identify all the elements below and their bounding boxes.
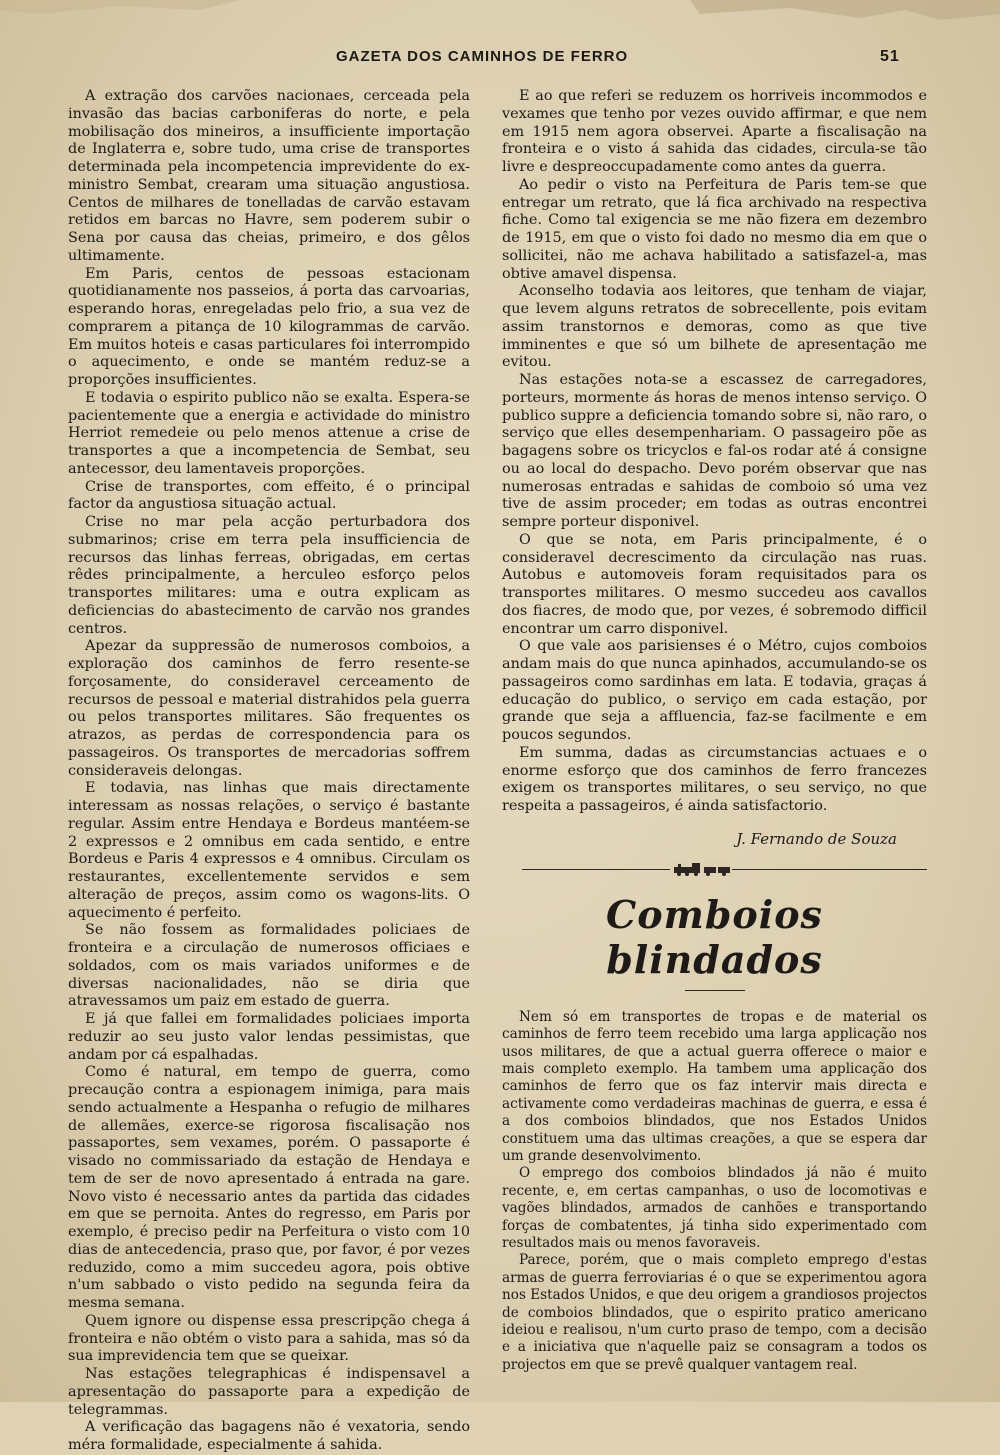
- paragraph: Nas estações telegraphicas é indispensavel a apresentação do passaporte para a expedição de telegrammas.: [68, 1366, 470, 1418]
- article-body: [502, 1009, 927, 1375]
- right-column: [502, 88, 927, 1374]
- publication-title: GAZETA DOS CAMINHOS DE FERRO: [336, 48, 629, 65]
- torn-top-edge: [0, 0, 1000, 40]
- left-column: [68, 88, 470, 1455]
- paragraph: E já que fallei em formalidades policiaes importa reduzir ao seu justo valor lendas pessimistas, que andam por cá espalhadas.: [68, 1011, 470, 1063]
- paragraph: Parece, porém, que o mais completo emprego d'estas armas de guerra ferroviarias é o que se experimentou agora nos Estados Unidos, e que deu origem a grandiosos projectos de comboios blindados, que o espirito pratico americano ideiou e realisou, n'um curto praso de tempo, com a decisão e a iniciativa que n'aquelle paiz se consagram a todos os projectos em que se prevê qualquer vantagem real.: [502, 1252, 928, 1373]
- running-header: [0, 48, 1000, 70]
- article-heading: Comboios blindados: [606, 891, 823, 982]
- paragraph: Crise no mar pela acção perturbadora dos submarinos; crise em terra pela insufficiencia de recursos das linhas ferreas, obrigadas, em certas rêdes principalmente, a herculeo esforço pelos transportes militares: uma e outra explicam as deficiencias do abastecimento de carvão nos grandes centros.: [68, 514, 470, 637]
- paragraph: Aconselho todavia aos leitores, que tenham de viajar, que levem alguns retratos de sobrecellente, pois evitam assim transtornos e demoras, como as que tive imminentes e que só um bilhete de apresentação me evitou.: [502, 283, 927, 371]
- paragraph: E todavia o espirito publico não se exalta. Espera-se pacientemente que a energia e actividade do ministro Herriot remedeie ou pelo menos attenue a crise de transportes a que a incompetencia de Sembat, seu antecessor, deu lamentaveis proporções.: [68, 389, 470, 477]
- paragraph: O que vale aos parisienses é o Métro, cujos comboios andam mais do que nunca apinhados, accumulando-se os passageiros como sardinhas em lata. E todavia, graças á educação do publico, o serviço em cada estação, por grande que seja a affluencia, faz-se facilmente e em poucos segundos.: [502, 638, 927, 743]
- paragraph: Quem ignore ou dispense essa prescripção chega á fronteira e não obtém o visto para a sahida, mas só da sua imprevidencia tem que se queixar.: [68, 1312, 470, 1365]
- paragraph: Em Paris, centos de pessoas estacionam quotidianamente nos passeios, á porta das carvoarias, esperando horas, enregeladas pelo frio, a sua vez de comprarem a pitança de 10 kilogrammas de carvão. Em muitos hoteis e casas particulares foi interrompido o aquecimento, e onde se mantém reduz-se a proporções insufficientes.: [68, 265, 470, 388]
- paragraph: Em summa, dadas as circumstancias actuaes e o enorme esforço que dos caminhos de ferro francezes exigem os transportes militares, o seu serviço, no que respeita a passageiros, é ainda satisfactorio.: [502, 744, 927, 814]
- paragraph: O que se nota, em Paris principalmente, é o consideravel decrescimento da circulação nas ruas. Autobus e automoveis foram requisitados para os transportes militares. O mesmo succedeu aos cavallos dos fiacres, de modo que, por vezes, é sobremodo difficil encontrar um carro disponivel.: [502, 531, 927, 637]
- locomotive-icon: [670, 861, 732, 877]
- author-signature: J. Fernando de Souza: [736, 829, 897, 848]
- section-divider: [502, 858, 927, 880]
- paragraph: A verificação das bagagens não é vexatoria, sendo méra formalidade, especialmente á sahida.: [68, 1419, 470, 1453]
- paragraph: Se não fossem as formalidades policiaes de fronteira e a circulação de numerosos officiaes e soldados, com os mais variados uniformes e de diversas nacionalidades, não se diria que atravessamos um paiz em estado de guerra.: [68, 922, 470, 1010]
- paragraph: Como é natural, em tempo de guerra, como precaução contra a espionagem inimiga, para mais sendo actualmente a Hespanha o refugio de milhares de allemães, exerce-se rigorosa fiscalisação nos passaportes, sem vexames, porém. O passaporte é visado no commissariado da estação de Hendaya e tem de ser de novo apresentado á entrada na gare. Novo visto é necessario antes da partida das cidades em que se pernoita. Antes do regresso, em Paris por exemplo, é preciso pedir na Perfeitura o visto com 10 dias de antecedencia, praso que, por favor, é por vezes reduzido, como a mim succedeu agora, pois obtive n'um sabbado o visto pedido na segunda feira da mesma semana.: [68, 1064, 470, 1311]
- paragraph: E todavia, nas linhas que mais directamente interessam as nossas relações, o serviço é bastante regular. Assim entre Hendaya e Bordeus mantéem-se 2 expressos e 2 omnibus em cada sentido, e entre Bordeus e Paris 4 expressos e 4 omnibus. Circulam os restaurantes, excellentemente servidos e sem alteração de preços, assim como os wagons-lits. O aquecimento é perfeito.: [68, 780, 470, 921]
- paragraph: A extração dos carvões nacionaes, cerceada pela invasão das bacias carboniferas do norte, e pela mobilisação dos mineiros, a insufficiente importação de Inglaterra e, sobre tudo, uma crise de transportes determinada pela incompetencia imprevidente do ex-ministro Sembat, crearam uma situação angustiosa. Centos de milhares de tonelladas de carvão estavam retidos em barcas no Havre, sem poderem subir o Sena por causa das cheias, primeiro, e dos gêlos ultimamente.: [68, 88, 470, 264]
- paragraph: Apezar da suppressão de numerosos comboios, a exploração dos caminhos de ferro resente-se forçosamente, do consideravel cerceamento de recursos de pessoal e material distrahidos pela guerra ou pelos transportes militares. São frequentes os atrazos, as perdas de correspondencia para os passageiros. Os transportes de mercadorias soffrem consideraveis delongas.: [68, 638, 470, 779]
- page-number: 51: [880, 48, 900, 65]
- paragraph: O emprego dos comboios blindados já não é muito recente, e, em certas campanhas, o uso de locomotivas e vagões blindados, armados de canhões e transportando forças de combatentes, já tinha sido experimentado com resultados mais ou menos favoraveis.: [502, 1165, 927, 1252]
- heading-underline: [685, 990, 745, 991]
- paragraph: Nas estações nota-se a escassez de carregadores, porteurs, mormente ás horas de menos intenso serviço. O publico suppre a deficiencia tomando sobre si, não raro, o serviço que elles desempenhariam. O passageiro põe as bagagens sobre os tricyclos e fal-os rodar até á consigne ou ao local do despacho. Devo porém observar que nas numerosas entradas e sahidas de comboio só uma vez tive de assim proceder; em todas as outras encontrei sempre porteur disponivel.: [502, 372, 927, 530]
- paragraph: Crise de transportes, com effeito, é o principal factor da angustiosa situação actual.: [68, 478, 470, 513]
- paragraph: E ao que referi se reduzem os horriveis incommodos e vexames que tenho por vezes ouvido affirmar, e que nem em 1915 nem agora observei. Aparte a fiscalisação na fronteira e o visto á sahida das cidades, circula-se tão livre e despreoccupadamente como antes da guerra.: [502, 88, 927, 175]
- paragraph: Nem só em transportes de tropas e de material os caminhos de ferro teem recebido uma larga applicação nos usos militares, de que a actual guerra offerece o maior e mais completo exemplo. Ha tambem uma applicação dos caminhos de ferro que os faz intervir mais directa e activamente como verdadeiras machinas de guerra, e essa é a dos comboios blindados, que nos Estados Unidos constituem uma das ultimas creações, a que se espera dar um grande desenvolvimento.: [502, 1008, 927, 1164]
- paragraph: Ao pedir o visto na Perfeitura de Paris tem-se que entregar um retrato, que lá fica archivado na respectiva fiche. Como tal exigencia se me não fizera em dezembro de 1915, em que o visto foi dado no mesmo dia em que o sollicitei, não me achava habilitado a satisfazel-a, mas obtive amavel dispensa.: [502, 176, 927, 282]
